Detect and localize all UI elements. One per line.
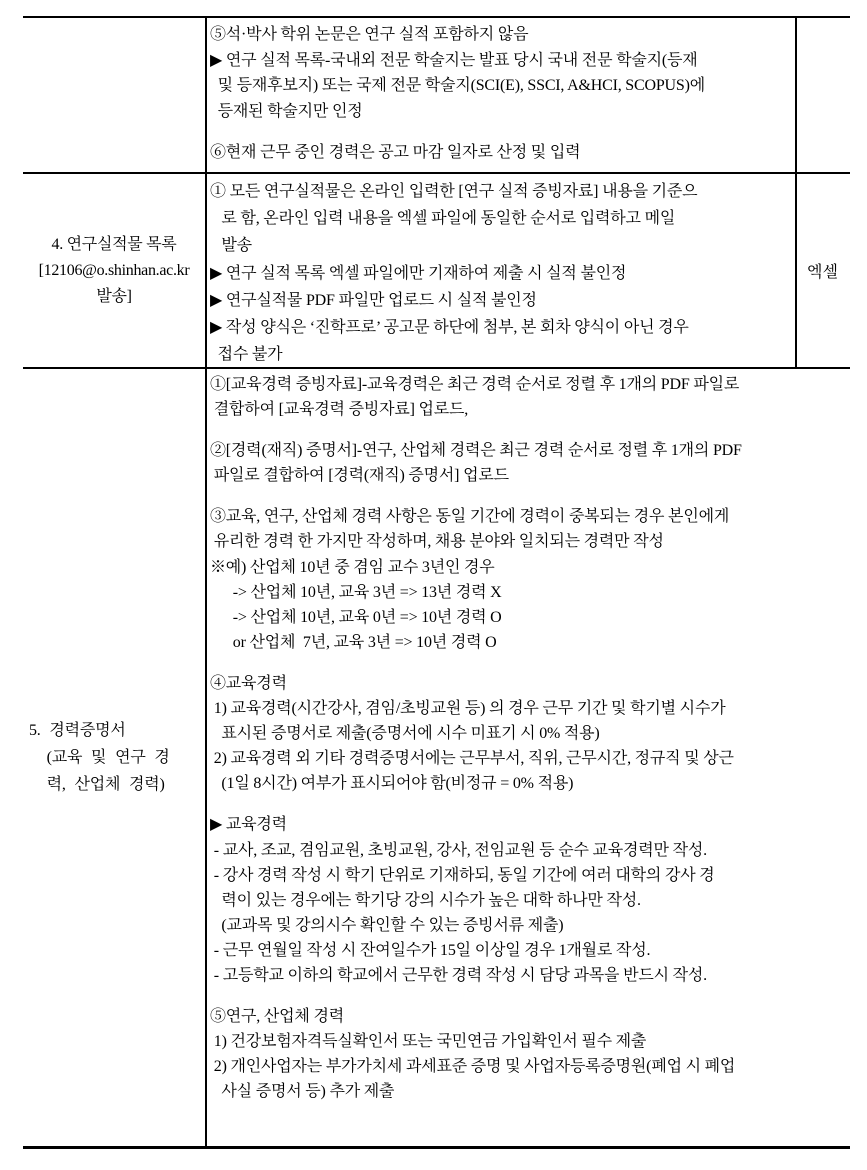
text-line: 1) 건강보험자격득실확인서 또는 국민연금 가입확인서 필수 제출 <box>210 1033 647 1051</box>
text-line: ⑥현재 근무 중인 경력은 공고 마감 일자로 산정 및 입력 <box>210 144 581 161</box>
text-line: ⑤석·박사 학위 논문은 연구 실적 포함하지 않음 <box>210 26 529 43</box>
text-line: 접수 불가 <box>210 346 283 364</box>
text-line: ▶ 연구 실적 목록 엑셀 파일에만 기재하여 제출 시 실적 불인정 <box>210 264 627 282</box>
text-line: 결합하여 [교육경력 증빙자료] 업로드, <box>210 401 469 419</box>
text-line: 및 등재후보지) 또는 국제 전문 학술지(SCI(E), SSCI, A&HCI, SCOPUS)에 <box>210 77 705 94</box>
text-line: 2) 교육경력 외 기타 경력증명서에는 근무부서, 직위, 근무시간, 정규직 및 상근 <box>210 750 734 768</box>
text-line: -> 산업체 10년, 교육 0년 => 10년 경력 O <box>210 608 502 626</box>
text-line: [12106@o.shinhan.ac.kr <box>38 261 190 279</box>
text-line: 4. 연구실적물 목록 <box>51 235 177 253</box>
text-line: 2) 개인사업자는 부가가치세 과세표준 증명 및 사업자등록증명원(폐업 시 폐업 <box>210 1058 736 1076</box>
text-line: ②[경력(재직) 증명서]-연구, 산업체 경력은 최근 경력 순서로 정렬 후 1개의 PDF <box>210 442 742 460</box>
text-line <box>210 655 850 671</box>
row3-label-cell <box>23 369 205 1146</box>
text-line: 력이 있는 경우에는 학기당 강의 시수가 높은 대학 하나만 작성. <box>210 891 641 909</box>
text-line: ①[교육경력 증빙자료]-교육경력은 최근 경력 순서로 정렬 후 1개의 PDF 파일로 <box>210 376 740 393</box>
text-line: ⑤연구, 산업체 경력 <box>210 1008 344 1026</box>
text-line: ※예) 산업체 10년 중 겸임 교수 3년인 경우 <box>210 558 495 576</box>
text-line <box>210 422 850 438</box>
text-line: 사실 증명서 등) 추가 제출 <box>210 1083 395 1101</box>
text-line: (교육 및 연구 경 <box>29 749 170 766</box>
text-line: - 교사, 조교, 겸임교원, 초빙교원, 강사, 전임교원 등 순수 교육경력만 작성. <box>210 841 707 859</box>
row2-content-cell <box>207 174 793 367</box>
text-line: - 근무 연월일 작성 시 잔여일수가 15일 이상일 경우 1개월로 작성. <box>210 941 651 959</box>
text-line: 1) 교육경력(시간강사, 겸임/초빙교원 등) 의 경우 근무 기간 및 학기별 시수가 <box>210 700 726 718</box>
text-line: ③교육, 연구, 산업체 경력 사항은 동일 기간에 경력이 중복되는 경우 본인에게 <box>210 508 730 526</box>
text-line: 력, 산업체 경력) <box>29 776 165 793</box>
text-line <box>210 124 793 140</box>
text-line: - 강사 경력 작성 시 학기 단위로 기재하되, 동일 기간에 여러 대학의 강사 경 <box>210 866 715 884</box>
text-line: - 고등학교 이하의 학교에서 근무한 경력 작성 시 담당 과목을 반드시 작성. <box>210 966 707 984</box>
row3-content-cell <box>207 369 850 1146</box>
row1-content-cell <box>207 18 793 172</box>
text-line: 등재된 학술지만 인정 <box>210 102 363 120</box>
attachment-type-label: 엑셀 <box>807 264 838 281</box>
text-line: 발송] <box>96 287 132 305</box>
text-line: (1일 8시간) 여부가 표시되어야 함(비정규 = 0% 적용) <box>210 775 574 793</box>
text-line: ▶ 연구실적물 PDF 파일만 업로드 시 실적 불인정 <box>210 291 537 309</box>
row2-label-cell <box>23 174 205 367</box>
text-line: ▶ 교육경력 <box>210 816 287 834</box>
text-line: ① 모든 연구실적물은 온라인 입력한 [연구 실적 증빙자료] 내용을 기준으 <box>210 183 698 200</box>
text-line <box>210 988 850 1004</box>
text-line: 5. 경력증명서 <box>29 722 126 739</box>
text-line: 표시된 증명서로 제출(증명서에 시수 미표기 시 0% 적용) <box>210 725 600 743</box>
text-line: or 산업체 7년, 교육 3년 => 10년 경력 O <box>210 633 497 651</box>
text-line: ▶ 작성 양식은 ‘진학프로’ 공고문 하단에 첨부, 본 회차 양식이 아닌 경우 <box>210 319 689 337</box>
text-line: 로 함, 온라인 입력 내용을 엑셀 파일에 동일한 순서로 입력하고 메일 <box>210 210 676 228</box>
table-border-bottom <box>23 1146 850 1149</box>
text-line: -> 산업체 10년, 교육 3년 => 13년 경력 X <box>210 583 502 601</box>
text-line: 유리한 경력 한 가지만 작성하며, 채용 분야와 일치되는 경력만 작성 <box>210 533 664 551</box>
text-line: (교과목 및 강의시수 확인할 수 있는 증빙서류 제출) <box>210 916 564 934</box>
text-line: ▶ 연구 실적 목록-국내외 전문 학술지는 발표 당시 국내 전문 학술지(등재 <box>210 51 698 69</box>
row2-attachment-cell <box>795 174 850 367</box>
text-line: ④교육경력 <box>210 674 287 692</box>
text-line <box>210 796 850 812</box>
text-line: 파일로 결합하여 [경력(재직) 증명서] 업로드 <box>210 467 509 485</box>
text-line: 발송 <box>210 237 252 255</box>
text-line <box>210 488 850 504</box>
